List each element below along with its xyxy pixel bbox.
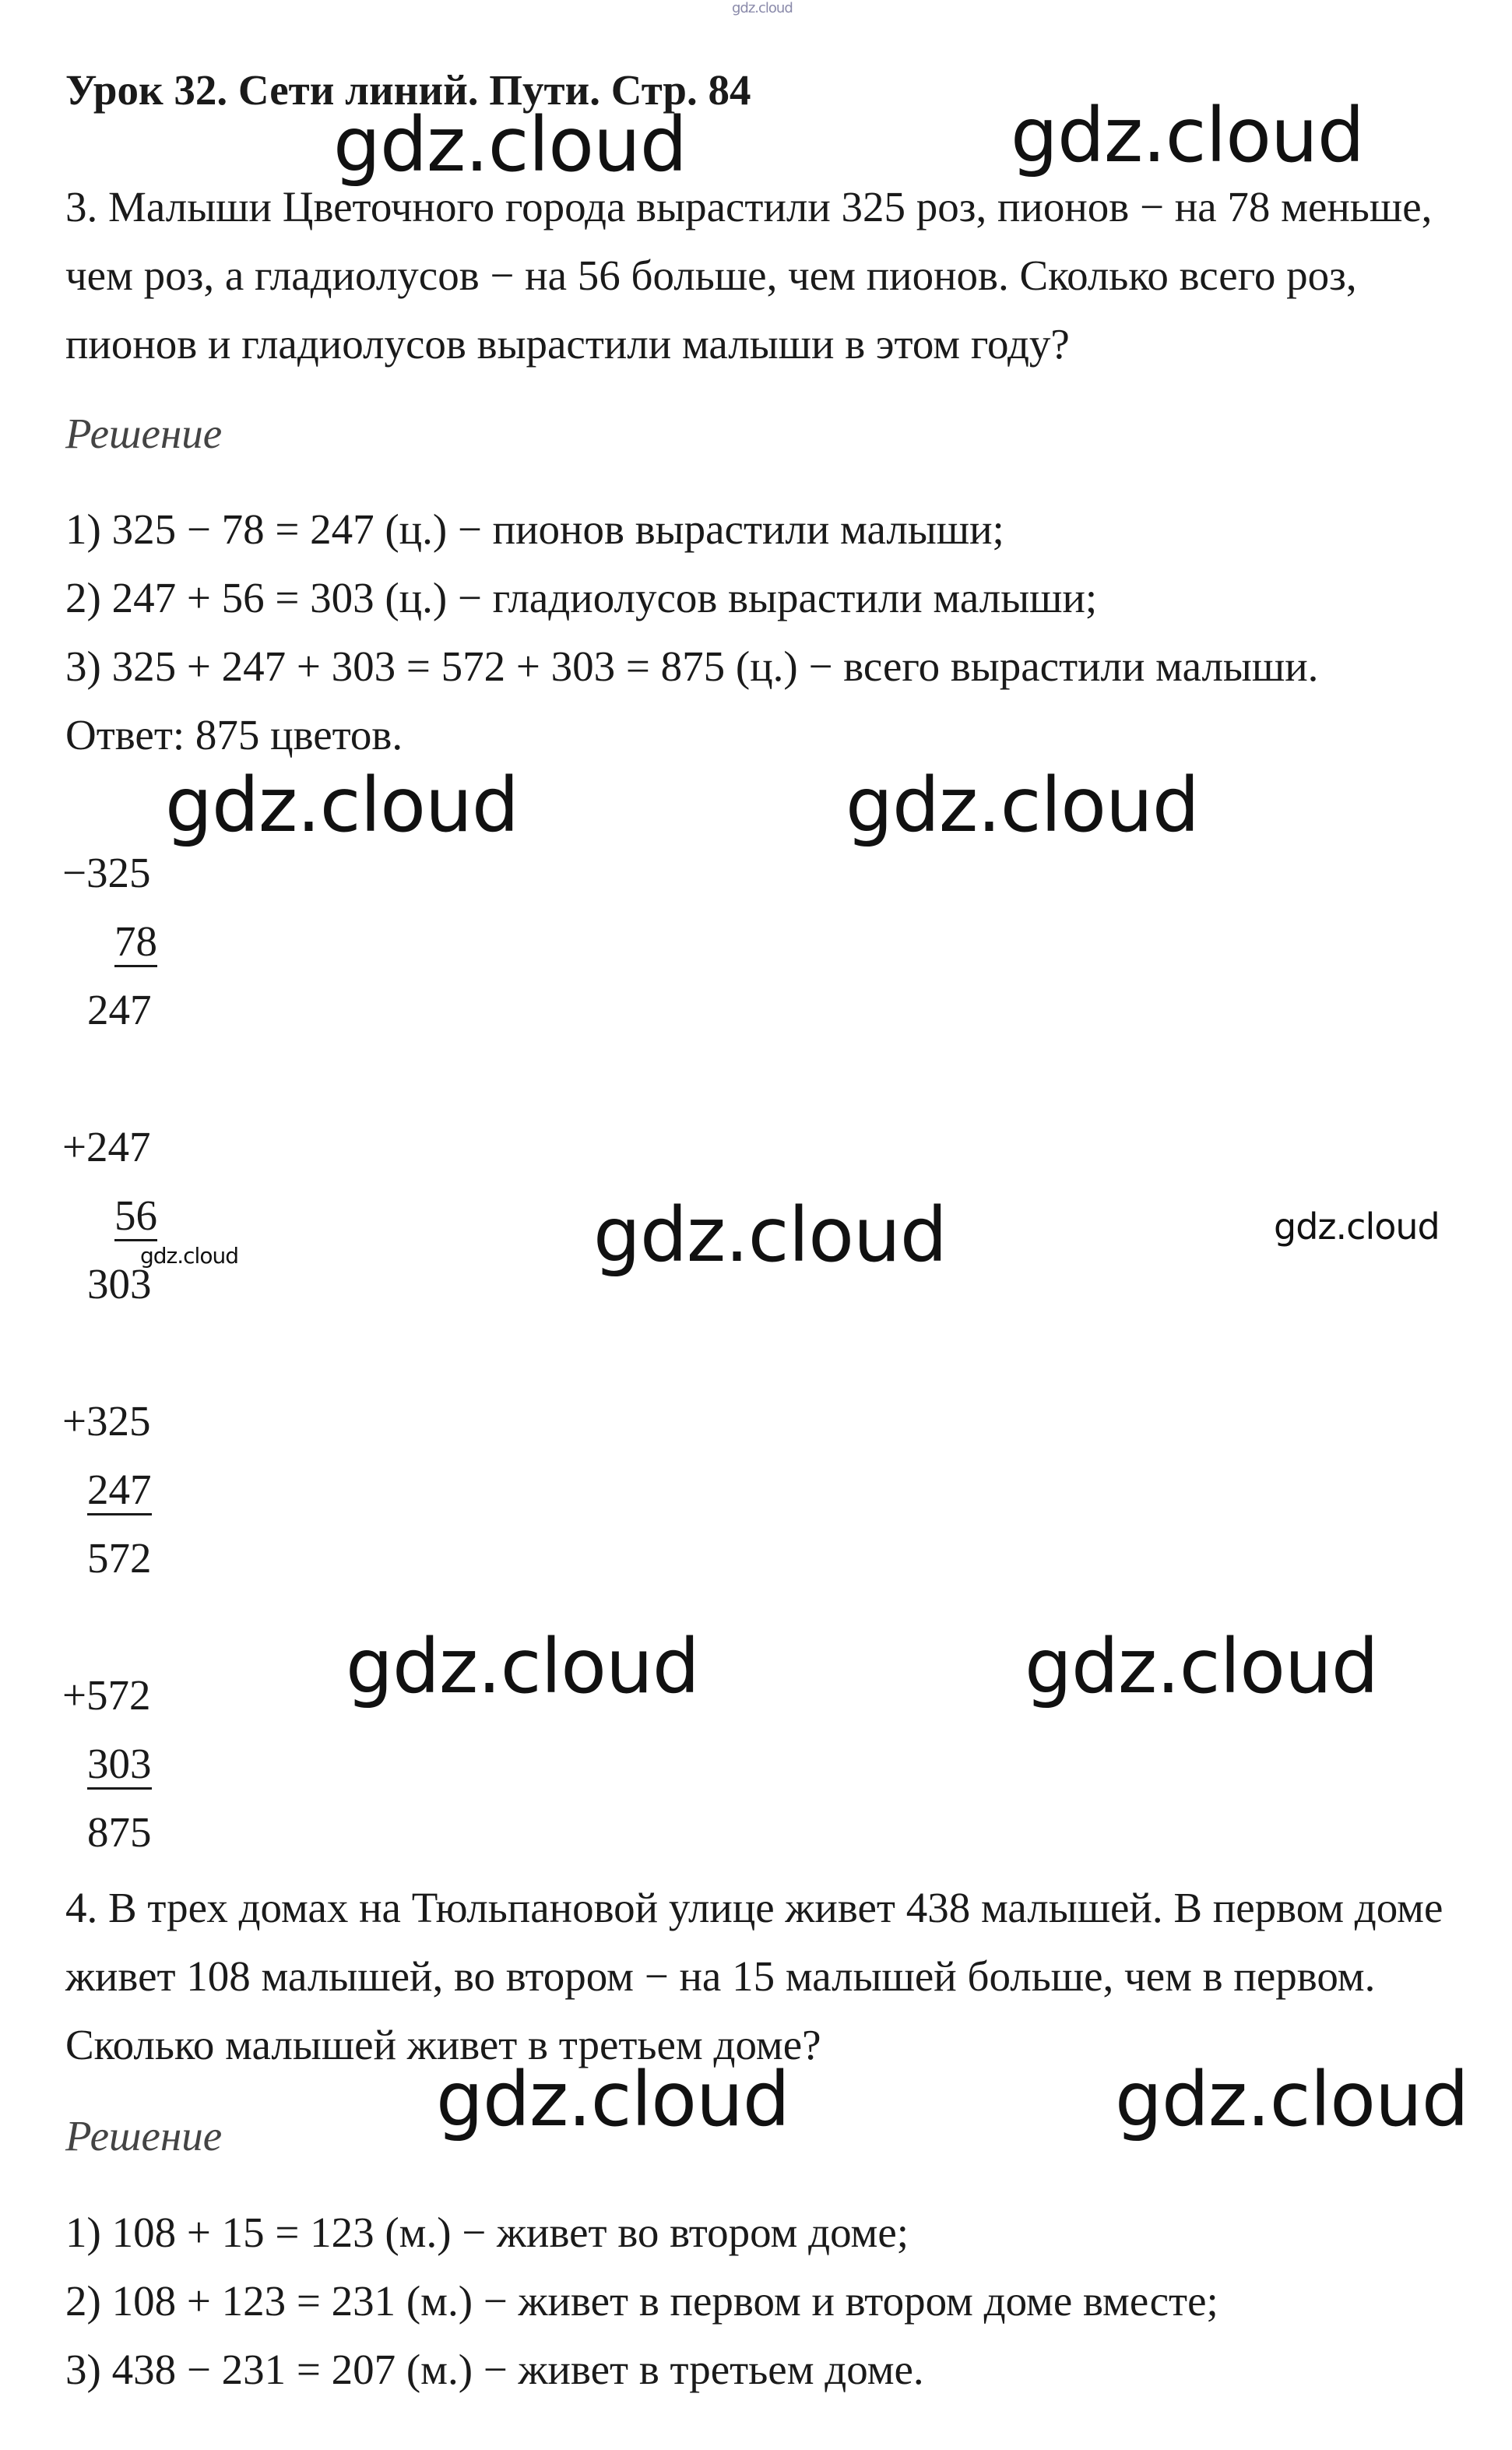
task3-step-3: 3) 325 + 247 + 303 = 572 + 303 = 875 (ц.) − всего вырастили малыши. xyxy=(65,642,1319,690)
column-calc-1-mid: 78 xyxy=(87,914,157,969)
watermark: gdz.cloud xyxy=(346,1623,699,1710)
column-calc-2-top: +247 xyxy=(62,1123,151,1170)
column-calc-3-top: +325 xyxy=(62,1397,151,1445)
task3-answer: Ответ: 875 цветов. xyxy=(65,711,403,759)
column-calc-3-result: 572 xyxy=(87,1534,152,1582)
top-watermark: gdz.cloud xyxy=(732,0,793,16)
task3-step-2: 2) 247 + 56 = 303 (ц.) − гладиолусов вырастили малыши; xyxy=(65,574,1098,621)
watermark: gdz.cloud xyxy=(1274,1206,1440,1248)
watermark: gdz.cloud xyxy=(1011,92,1364,179)
column-calc-4-top: +572 xyxy=(62,1671,151,1719)
watermark: gdz.cloud xyxy=(333,101,687,188)
page-title: Урок 32. Сети линий. Пути. Стр. 84 xyxy=(65,66,751,114)
watermark: gdz.cloud xyxy=(165,762,519,849)
column-calc-3-mid: 247 xyxy=(87,1463,152,1517)
task4-step-2: 2) 108 + 123 = 231 (м.) − живет в первом и втором доме вместе; xyxy=(65,2277,1218,2325)
watermark: gdz.cloud xyxy=(140,1243,238,1269)
watermark: gdz.cloud xyxy=(1025,1623,1378,1710)
watermark: gdz.cloud xyxy=(593,1192,947,1279)
task4-solution-label: Решение xyxy=(65,2112,223,2160)
column-calc-2-result: 303 xyxy=(87,1260,152,1308)
task4-step-3: 3) 438 − 231 = 207 (м.) − живет в третьем доме. xyxy=(65,2346,924,2393)
column-calc-2-mid: 56 xyxy=(87,1188,157,1243)
watermark: gdz.cloud xyxy=(1115,2056,1468,2143)
task4-text: 4. В трех домах на Тюльпановой улице живет 438 малышей. В первом доме живет 108 малышей, во втором − на 15 малышей больше, чем в первом. Сколько малышей живет в третьем доме? xyxy=(65,1884,1443,2068)
watermark: gdz.cloud xyxy=(846,762,1199,849)
task3-step-1: 1) 325 − 78 = 247 (ц.) − пионов вырастили малыши; xyxy=(65,505,1004,553)
task3-text: 3. Малыши Цветочного города вырастили 325 роз, пионов − на 78 меньше, чем роз, а гладиолусов − на 56 больше, чем пионов. Сколько всего роз, пионов и гладиолусов вырастили малыши в этом году? xyxy=(65,183,1433,368)
task3-solution-label: Решение xyxy=(65,410,223,457)
task4-step-1: 1) 108 + 15 = 123 (м.) − живет во втором доме; xyxy=(65,2209,909,2256)
column-calc-1-top: −325 xyxy=(62,849,151,896)
column-calc-1-result: 247 xyxy=(87,986,152,1033)
column-calc-4-result: 875 xyxy=(87,1808,152,1856)
column-calc-4-mid: 303 xyxy=(87,1737,152,1791)
watermark: gdz.cloud xyxy=(436,2056,789,2143)
